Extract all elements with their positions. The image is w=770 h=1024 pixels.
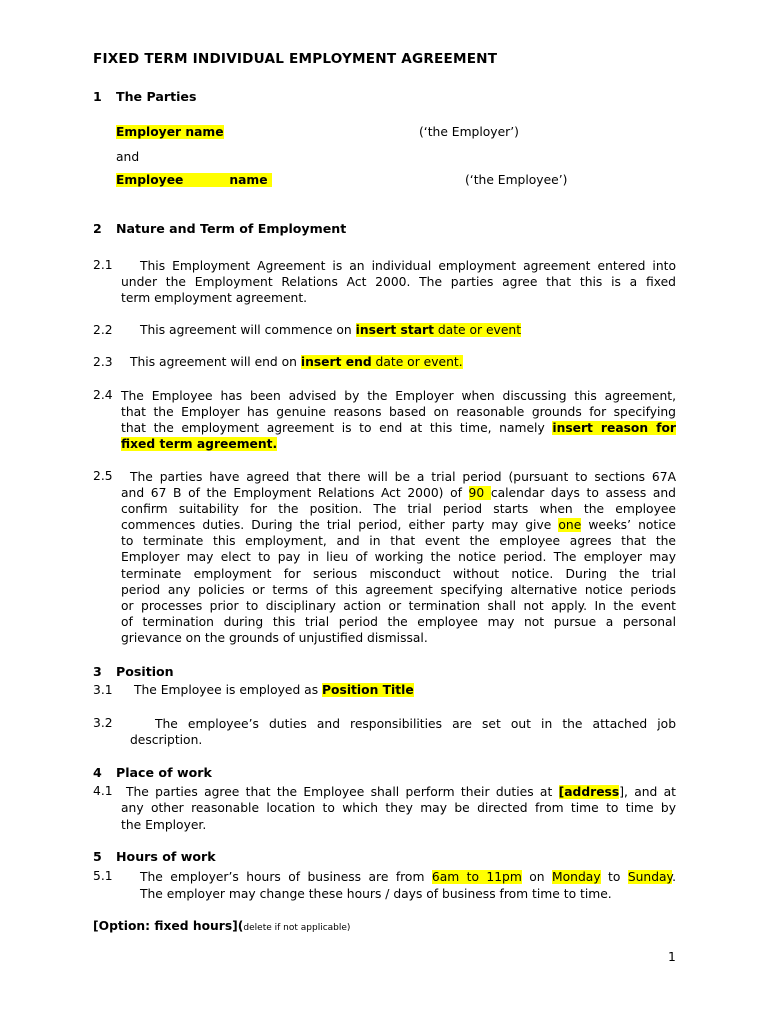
and-text: and [116, 150, 140, 164]
clause-2-1-line1: This Employment Agreement is an individual employment agreement entered into [140, 259, 676, 273]
clause-5-1-line2: The employer may change these hours / days of business from time to time. [140, 887, 612, 901]
clause-2-2-text [140, 323, 521, 337]
clause-2-5-line1: The parties have agreed that there will be a trial period (pursuant to sections 67A [130, 470, 676, 484]
clause-4-1-number: 4.1 [93, 784, 113, 798]
section-5-heading: Hours of work [116, 849, 216, 864]
clause-2-5-line6: Employer may elect to pay in lieu of working the notice period. The employer may [121, 550, 676, 564]
clause-2-5-line7: terminate employment for serious misconduct without notice. During the trial [121, 567, 676, 581]
clause-2-5-line9: or processes prior to disciplinary action or termination shall not apply. In the event [121, 599, 676, 613]
position-title-placeholder: Position Title [322, 683, 414, 697]
section-3-heading: Position [116, 664, 174, 679]
start-day-placeholder: Monday [552, 870, 601, 884]
clause-2-2-lead: This agreement will commence on [140, 323, 352, 337]
clause-2-5-line4 [121, 517, 676, 533]
clause-2-3-text [130, 355, 463, 369]
clause-4-1-line3: the Employer. [121, 818, 207, 832]
clause-2-4-line2: that the Employer has genuine reasons based on reasonable grounds for specifying [121, 405, 676, 419]
option-fixed-hours [93, 919, 350, 933]
clause-5-1-line1 [140, 869, 676, 885]
clause-5-1-on: on [529, 870, 545, 884]
end-date-bold: insert end [300, 355, 372, 369]
address-placeholder: [address [558, 785, 620, 799]
clause-3-2-line1: The employee’s duties and responsibilities are set out in the attached job [155, 717, 676, 731]
end-date-placeholder [301, 355, 463, 369]
employer-name-placeholder: Employer name [116, 125, 224, 139]
section-2-number: 2 [93, 221, 102, 236]
clause-4-1-line1-b: ], and at [619, 785, 676, 799]
employee-name-word2: name [229, 173, 268, 187]
clause-2-5-line3: confirm suitability for the position. The trial period starts when the employee [121, 502, 676, 516]
clause-5-1-lead: The employer’s hours of business are from [140, 870, 425, 884]
clause-2-4-number: 2.4 [93, 388, 113, 402]
section-1-heading: The Parties [116, 89, 197, 104]
notice-weeks-placeholder: one [558, 518, 582, 532]
employee-name-word1: Employee [116, 173, 184, 187]
section-1-number: 1 [93, 89, 102, 104]
clause-2-5-line2 [121, 485, 676, 501]
clause-2-5-line11: grievance on the grounds of unjustified dismissal. [121, 631, 428, 645]
section-5-number: 5 [93, 849, 102, 864]
clause-4-1-line1 [126, 784, 676, 800]
clause-5-1-number: 5.1 [93, 869, 113, 883]
clause-3-1-lead: The Employee is employed as [134, 683, 319, 697]
clause-2-5-line5: to terminate this employment, and in that event the employee agrees that the [121, 534, 676, 548]
clause-3-1-number: 3.1 [93, 683, 113, 697]
clause-2-1-line3: term employment agreement. [121, 291, 308, 305]
clause-2-5-line10: of termination during this trial period the employee may not pursue a personal [121, 615, 676, 629]
end-day-placeholder: Sunday [627, 870, 673, 884]
clause-2-3-number: 2.3 [93, 355, 113, 369]
clause-4-1-line1-a: The parties agree that the Employee shall perform their duties at [126, 785, 553, 799]
section-3-number: 3 [93, 664, 102, 679]
page-number: 1 [668, 950, 676, 964]
clause-3-1-text [134, 683, 414, 697]
section-4-number: 4 [93, 765, 102, 780]
clause-2-4-line3 [121, 420, 676, 436]
trial-days-placeholder: 90 [468, 486, 491, 500]
clause-2-4-line1: The Employee has been advised by the Employer when discussing this agreement, [121, 389, 676, 403]
clause-2-1-line2: under the Employment Relations Act 2000. The parties agree that this is a fixed [121, 275, 676, 289]
section-2-heading: Nature and Term of Employment [116, 221, 347, 236]
employee-label: (‘the Employee’) [465, 173, 568, 187]
clause-5-1-to: to [608, 870, 621, 884]
clause-2-2-number: 2.2 [93, 323, 113, 337]
reason-placeholder-2: fixed term agreement. [121, 437, 278, 451]
option-fixed-hours-label: [Option: fixed hours]( [93, 919, 244, 933]
clause-2-5-line4-b: weeks’ notice [588, 518, 676, 532]
clause-2-3-lead: This agreement will end on [130, 355, 297, 369]
clause-5-1-period: . [672, 870, 677, 884]
start-date-rest: date or event [433, 323, 522, 337]
section-4-heading: Place of work [116, 765, 212, 780]
clause-2-4-line3-text: that the employment agreement is to end at this time, namely [121, 421, 545, 435]
option-fixed-hours-note: delete if not applicable) [243, 923, 351, 933]
clause-2-5-number: 2.5 [93, 469, 113, 483]
end-date-rest: date or event. [371, 355, 463, 369]
clause-4-1-line2: any other reasonable location to which they may be directed from time to time by [121, 801, 676, 815]
clause-2-5-line2-b: calendar days to assess and [490, 486, 676, 500]
employer-label: (‘the Employer’) [419, 125, 519, 139]
clause-2-5-line2-a: and 67 B of the Employment Relations Act 2000) of [121, 486, 462, 500]
clause-3-2-number: 3.2 [93, 716, 113, 730]
start-date-placeholder [356, 323, 521, 337]
clause-2-5-line4-a: commences duties. During the trial period, either party may give [121, 518, 552, 532]
clause-2-1-number: 2.1 [93, 258, 113, 272]
clause-3-2-line2: description. [130, 733, 203, 747]
employee-name-placeholder [116, 173, 272, 187]
document-title: FIXED TERM INDIVIDUAL EMPLOYMENT AGREEMENT [93, 51, 498, 67]
clause-2-5-line8: period any policies or terms of this agreement specifying alternative notice periods [121, 583, 676, 597]
start-date-bold: insert start [355, 323, 434, 337]
reason-placeholder-1: insert reason for [552, 421, 676, 435]
business-hours-placeholder: 6am to 11pm [431, 870, 522, 884]
clause-2-4-line4 [121, 436, 676, 452]
